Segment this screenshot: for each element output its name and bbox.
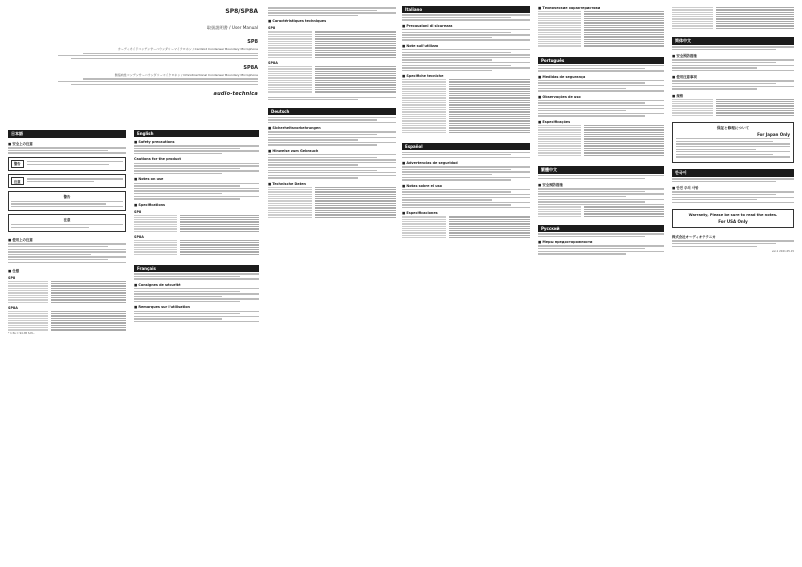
section-header-spanish: Español (402, 143, 530, 150)
zh-safety-heading: ■ 安全預防措施 (538, 183, 563, 187)
de-notes-heading: ■ Hinweise zum Gebrauch (268, 148, 319, 153)
model-sp8-title: SP8 (247, 39, 258, 45)
spec-model-sp8a: SP8A (8, 305, 18, 310)
section-header-japanese: 日本語 (8, 130, 126, 138)
safety-heading-en: ■ Safety precautions (134, 140, 175, 144)
spec-model-sp8-en: SP8 (134, 209, 142, 214)
spec-heading-en: ■ Specifications (134, 202, 166, 207)
pt-spec-heading: ■ Especificações (538, 119, 571, 124)
cn-safety-heading: ■ 安全预防措施 (672, 54, 697, 59)
warning-label: 警告 (11, 160, 24, 168)
es-notes-heading: ■ Notas sobre el uso (402, 183, 442, 188)
safety-heading: ■ 安全上の注意 (8, 142, 33, 146)
it-safety-heading: ■ Precauzioni di sicurezza (402, 23, 453, 28)
warning-notice (8, 191, 126, 211)
fr-spec-sp8: SP8 (268, 26, 276, 31)
company-name: 株式会社オーディオテクニカ (672, 235, 716, 240)
it-spec-heading: ■ Specifiche tecniche (402, 74, 444, 79)
cn-notes-heading: ■ 使用注意事项 (672, 75, 697, 80)
usa-warranty-notice (672, 209, 794, 228)
cn-spec-heading: ■ 规格 (672, 93, 684, 98)
cautions-heading-en: Cautions for the product (134, 157, 181, 162)
japan-warranty-notice (672, 122, 794, 163)
section-header-italian: Italiano (402, 6, 530, 13)
ko-safety-heading: ■ 안전 주의 사항 (672, 186, 699, 191)
section-header-korean: 한국어 (672, 169, 794, 177)
caution-notice (8, 214, 126, 232)
es-spec-heading: ■ Especificaciones (402, 211, 438, 216)
section-header-russian: Русский (538, 225, 664, 232)
warranty-title: Warranty, Please be sure to read the notes. (688, 213, 778, 218)
warning-notice-title: 警告 (63, 195, 71, 200)
caution-notice-title: 注意 (63, 218, 71, 223)
manual-title: 取扱説明書 / User Manual (206, 25, 258, 30)
fr-spec-sp8a: SP8A (268, 60, 278, 65)
section-header-traditional-chinese: 繁體中文 (538, 166, 664, 174)
brand-logo: audio-technica (213, 90, 258, 97)
column-portuguese-chinese-russian (538, 6, 664, 561)
japan-notice-label: For Japan Only (757, 131, 790, 137)
japan-notice-title: 保証と修理について (716, 125, 750, 130)
es-safety-heading: ■ Advertencias de seguridad (402, 161, 458, 165)
usage-heading: ■ 使用上の注意 (8, 238, 33, 243)
section-header-simplified-chinese: 简体中文 (672, 37, 794, 45)
fr-notes-heading: ■ Remarques sur l'utilisation (134, 305, 190, 310)
warranty-label: For USA Only (718, 219, 748, 225)
fr-spec-heading: ■ Caractéristiques techniques (268, 19, 327, 24)
spec-model-sp8a-en: SP8A (134, 234, 144, 239)
model-sp8a-title: SP8A (243, 64, 258, 71)
column-french-german (268, 6, 396, 561)
caution-box (8, 174, 126, 188)
footnote: * 1 Pa = 94 dB S.P.L. (8, 331, 35, 335)
notes-heading-en: ■ Notes on use (134, 177, 164, 182)
section-header-english: English (134, 130, 259, 137)
fr-safety-heading: ■ Consignes de sécurité (134, 282, 181, 287)
warning-box (8, 157, 126, 171)
ru-spec-heading: ■ Технические характеристики (538, 6, 601, 10)
caution-label: 注意 (11, 177, 24, 185)
model-title: SP8/SP8A (225, 8, 258, 15)
column-italian-spanish (402, 6, 530, 561)
de-spec-heading: ■ Technische Daten (268, 181, 306, 186)
pt-notes-heading: ■ Observações de uso (538, 94, 581, 99)
it-notes-heading: ■ Note sull'utilizzo (402, 43, 439, 48)
document-version: ver.1 2021.05.15 (771, 249, 794, 253)
pt-safety-heading: ■ Medidas de segurança (538, 74, 586, 79)
column-simplified-chinese-korean (672, 6, 794, 561)
section-header-portuguese: Português (538, 57, 664, 64)
ru-safety-heading: ■ Меры предосторожности (538, 240, 593, 245)
spec-heading: ■ 仕様 (8, 268, 20, 273)
section-header-french: Français (134, 265, 259, 272)
model-sp8a-description: 無指向性コンデンサーバウンダリーマイクロホン / Omnidirectional Condenser Boundary Microphone (114, 72, 258, 77)
de-safety-heading: ■ Sicherheitsvorkehrungen (268, 126, 321, 131)
spec-model-sp8: SP8 (8, 275, 16, 280)
column-english (134, 6, 259, 561)
section-header-german: Deutsch (268, 108, 396, 115)
model-sp8-description: カーディオイドコンデンサーバウンダリーマイクロホン / Cardioid Condenser Boundary Microphone (117, 47, 258, 51)
